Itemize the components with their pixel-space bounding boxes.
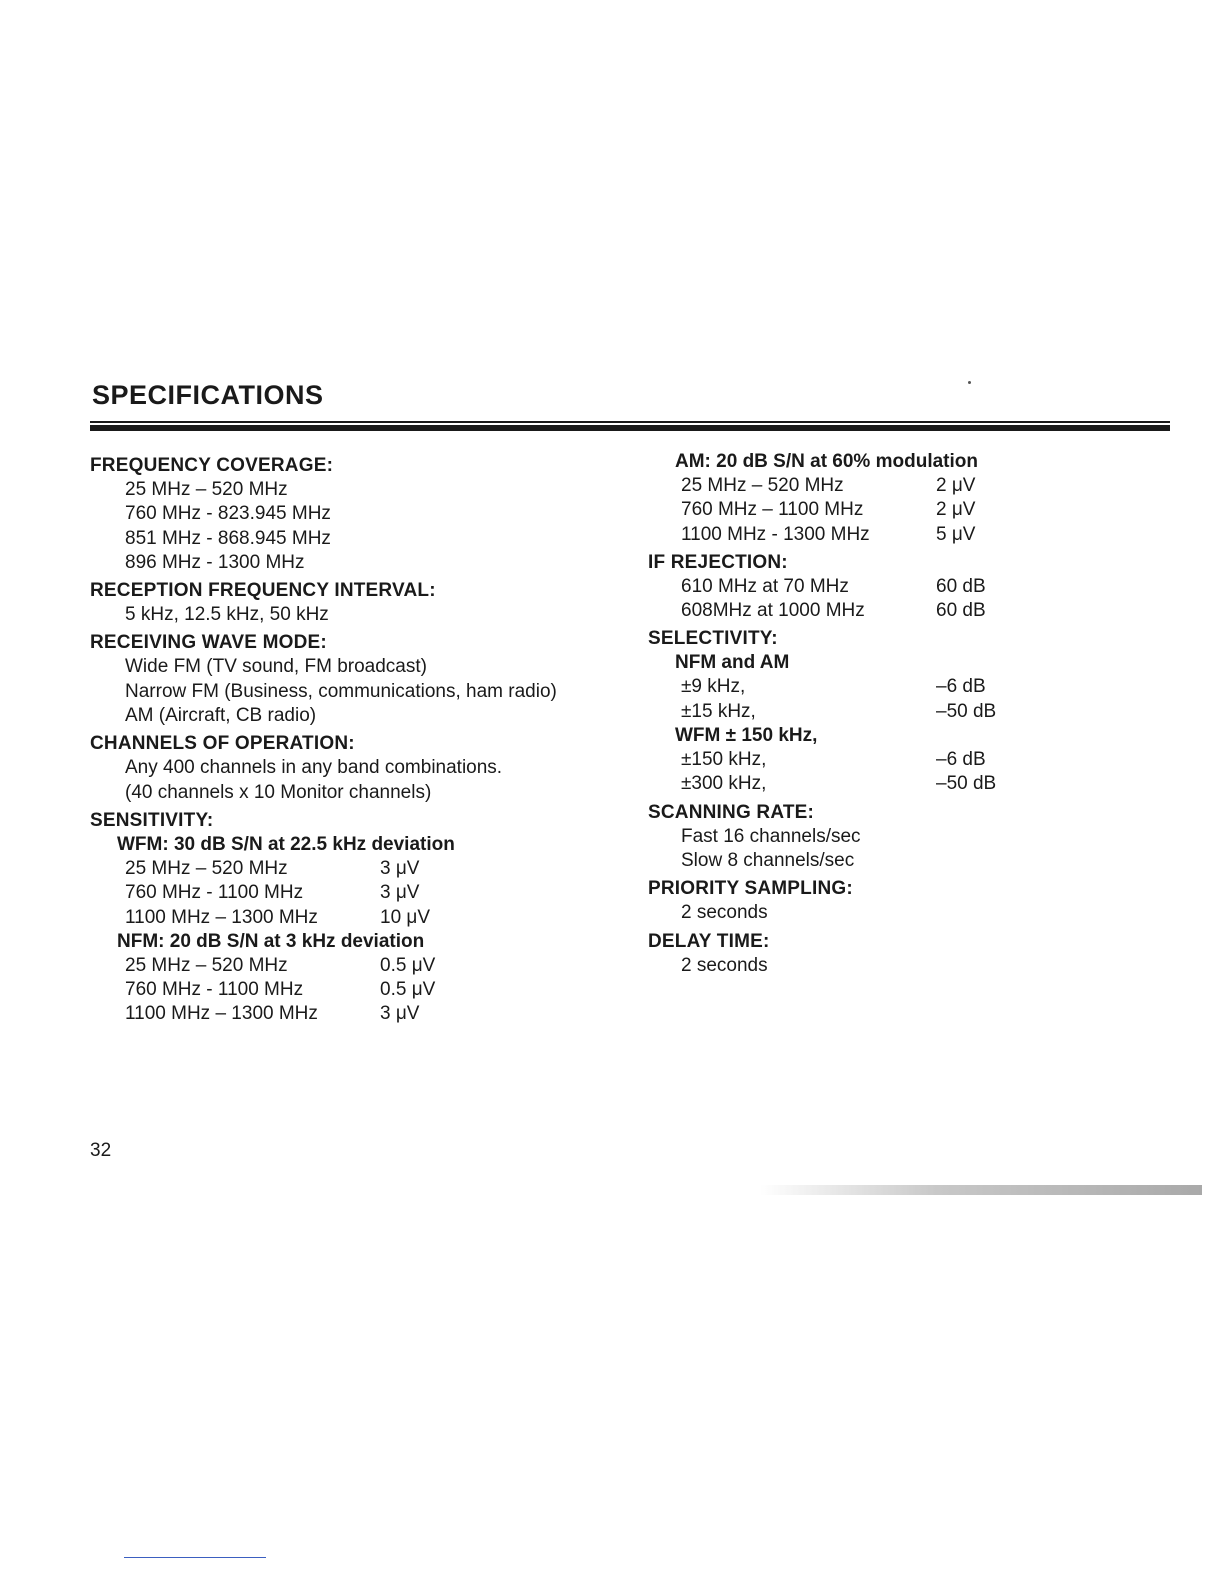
spec-value: 2 μV [936, 499, 976, 521]
spec-row [90, 906, 630, 930]
spec-range: ±300 kHz, [681, 773, 767, 795]
title-rule-thick [90, 425, 1170, 431]
scan-shadow-bar [760, 1185, 1202, 1195]
wfm-selectivity-subheading: WFM ± 150 kHz, [675, 725, 818, 747]
nfm-am-subheading: NFM and AM [675, 652, 790, 674]
frequency-range: 25 MHz – 520 MHz [125, 479, 288, 500]
spec-range: ±15 kHz, [681, 700, 756, 722]
selectivity-heading: SELECTIVITY: [648, 628, 778, 650]
priority-sampling-value: 2 seconds [681, 902, 768, 924]
spec-value: 2 μV [936, 475, 976, 496]
spec-row [648, 498, 1048, 522]
spec-range: 1100 MHz – 1300 MHz [125, 906, 318, 928]
frequency-range: 851 MHz - 868.945 MHz [125, 527, 331, 549]
channels-item: Any 400 channels in any band combinations. [125, 757, 503, 779]
spec-range: 760 MHz - 1100 MHz [125, 882, 304, 904]
scanning-rate-heading: SCANNING RATE: [648, 801, 815, 823]
spec-value: –50 dB [936, 773, 997, 795]
spec-value: 10 μV [380, 906, 431, 928]
spec-value: 60 dB [936, 575, 986, 597]
scan-speck [968, 381, 971, 384]
wfm-sensitivity-subheading: WFM: 30 dB S/N at 22.5 kHz deviation [117, 833, 455, 855]
spec-row [648, 772, 1048, 796]
channels-heading: CHANNELS OF OPERATION: [90, 733, 355, 755]
left-column [90, 450, 630, 1027]
spec-row [90, 1002, 630, 1026]
spec-row [648, 599, 1048, 623]
frequency-coverage-heading: FREQUENCY COVERAGE: [90, 455, 334, 476]
page-number: 32 [90, 1140, 112, 1161]
spec-range: 608MHz at 1000 MHz [681, 600, 865, 622]
nfm-sensitivity-subheading: NFM: 20 dB S/N at 3 kHz deviation [117, 930, 425, 952]
spec-row [90, 978, 630, 1002]
spec-row [648, 748, 1048, 772]
spec-value: 5 μV [936, 523, 976, 545]
wave-mode-item: AM (Aircraft, CB radio) [125, 705, 317, 727]
priority-sampling-heading: PRIORITY SAMPLING: [648, 878, 853, 900]
delay-time-heading: DELAY TIME: [648, 930, 770, 952]
footer-underline [124, 1557, 266, 1558]
right-column [648, 450, 1048, 978]
spec-value: 0.5 μV [380, 979, 436, 1001]
delay-time-value: 2 seconds [681, 954, 768, 976]
spec-range: 25 MHz – 520 MHz [681, 475, 844, 496]
spec-range: ±150 kHz, [681, 749, 767, 771]
spec-value: –50 dB [936, 700, 997, 722]
spec-value: 3 μV [380, 1003, 420, 1025]
page-title: SPECIFICATIONS [92, 380, 324, 410]
spec-value: –6 dB [936, 676, 986, 698]
wave-mode-item: Wide FM (TV sound, FM broadcast) [125, 656, 427, 678]
title-rule-thin [90, 421, 1170, 423]
reception-interval-value: 5 kHz, 12.5 kHz, 50 kHz [125, 604, 329, 626]
spec-range: 1100 MHz - 1300 MHz [681, 523, 870, 545]
sensitivity-heading: SENSITIVITY: [90, 809, 214, 831]
spec-range: 610 MHz at 70 MHz [681, 575, 849, 597]
wave-mode-heading: RECEIVING WAVE MODE: [90, 632, 327, 654]
wave-mode-item: Narrow FM (Business, communications, ham radio) [125, 680, 557, 702]
spec-row [648, 700, 1048, 724]
spec-row [648, 523, 1048, 547]
channels-item: (40 channels x 10 Monitor channels) [125, 781, 432, 803]
scanning-rate-item: Fast 16 channels/sec [681, 825, 861, 847]
spec-row [648, 474, 1048, 498]
frequency-range: 896 MHz - 1300 MHz [125, 551, 305, 573]
spec-row [90, 857, 630, 881]
reception-interval-heading: RECEPTION FREQUENCY INTERVAL: [90, 580, 436, 602]
spec-value: 60 dB [936, 600, 986, 622]
scanning-rate-item: Slow 8 channels/sec [681, 849, 855, 871]
spec-range: 760 MHz - 1100 MHz [125, 979, 304, 1001]
spec-range: 760 MHz – 1100 MHz [681, 499, 864, 521]
spec-range: 1100 MHz – 1300 MHz [125, 1003, 318, 1025]
spec-row [648, 675, 1048, 699]
spec-value: 0.5 μV [380, 954, 436, 976]
spec-row [90, 881, 630, 905]
spec-range: 25 MHz – 520 MHz [125, 857, 288, 879]
spec-range: 25 MHz – 520 MHz [125, 954, 288, 976]
spec-value: 3 μV [380, 882, 420, 904]
frequency-range: 760 MHz - 823.945 MHz [125, 503, 331, 525]
if-rejection-heading: IF REJECTION: [648, 551, 788, 573]
spec-value: –6 dB [936, 749, 986, 771]
spec-value: 3 μV [380, 857, 420, 879]
spec-row [90, 954, 630, 978]
spec-row [648, 575, 1048, 599]
spec-range: ±9 kHz, [681, 676, 746, 698]
am-sensitivity-subheading: AM: 20 dB S/N at 60% modulation [675, 451, 978, 472]
